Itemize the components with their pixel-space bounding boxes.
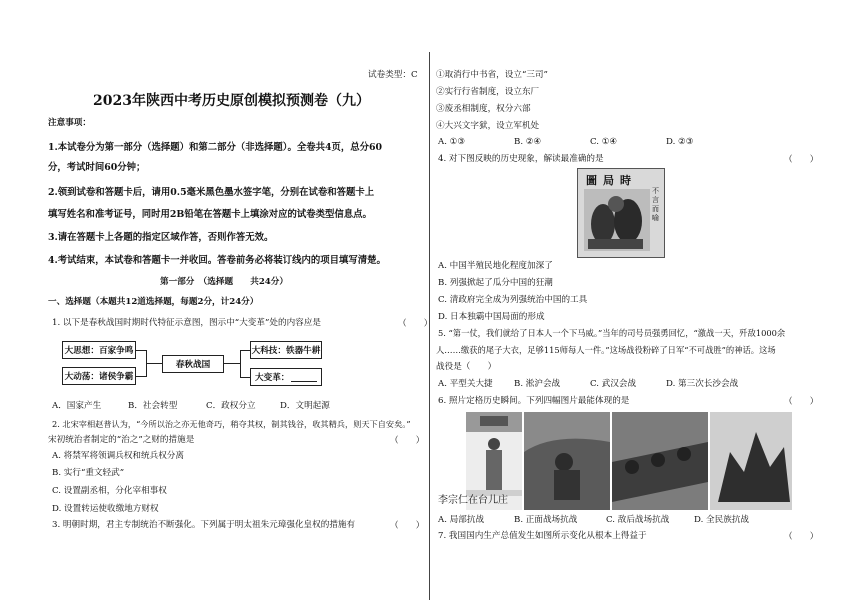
- q6-photo-3: [612, 412, 708, 510]
- q4-option-d[interactable]: D. 日本独霸中国局面的形成: [438, 312, 545, 322]
- q4-option-c[interactable]: C. 清政府完全成为列强统治中国的工具: [438, 295, 588, 305]
- q5-stem-2: 人……缴获的尾子大衣，足够115师每人一件。”这场战役粉碎了日军“不可战胜”的神话。这场: [436, 345, 776, 355]
- q3-stem: 3. 明朝时期，君主专制统治不断强化。下列属于明太祖朱元璋强化皇权的措施有: [52, 520, 356, 530]
- q6-option-c[interactable]: C. 敌后战场抗战: [606, 515, 670, 525]
- diagram-connector: [240, 350, 241, 378]
- note-4: 4.考试结束，本试卷和答题卡一并收回。答卷前务必将装订线内的项目填写清楚。: [48, 255, 386, 266]
- diagram-connector: [240, 377, 250, 378]
- q2-option-d[interactable]: D. 设置转运使收缴地方财权: [52, 504, 159, 514]
- q4-cartoon: [577, 168, 665, 258]
- q2-option-c[interactable]: C. 设置副丞相，分化宰相事权: [52, 486, 167, 496]
- q3-option-d[interactable]: D. ②③: [666, 137, 694, 147]
- q2-answer-paren: （ ）: [390, 436, 425, 446]
- q5-stem-3: 战役是（ ）: [436, 362, 497, 372]
- q5-option-b[interactable]: B. 淞沪会战: [514, 379, 561, 389]
- cartoon-side-text: 不言而喻: [652, 187, 659, 222]
- q3-item-2: ②实行行省制度，设立东厂: [436, 87, 540, 97]
- q3-option-b[interactable]: B. ②④: [514, 137, 542, 147]
- q5-option-c[interactable]: C. 武汉会战: [590, 379, 637, 389]
- q4-option-b[interactable]: B. 列强掀起了瓜分中国的狂潮: [438, 278, 553, 288]
- q6-option-b[interactable]: B. 正面战场抗战: [514, 515, 578, 525]
- q3-answer-paren: （ ）: [390, 521, 425, 531]
- q4-answer-paren: （ ）: [784, 155, 819, 165]
- q1-option-d[interactable]: D．文明起源: [280, 401, 330, 411]
- diagram-connector: [136, 350, 146, 351]
- q1-option-a[interactable]: A．国家产生: [52, 401, 102, 411]
- q1-answer-paren: （ ）: [398, 319, 433, 329]
- section-title: 一、选择题（本题共12道选择题，每题2分，计24分）: [48, 297, 259, 307]
- q6-answer-paren: （ ）: [784, 397, 819, 407]
- q2-stem-1: 2. 北宋宰相赵普认为，“今所以治之亦无他奇巧，稍夺其权，制其钱谷，收其精兵，则天下自安矣。”: [52, 419, 411, 429]
- photo-3-image: [612, 412, 708, 510]
- diagram-box-thought: 大思想：百家争鸣: [62, 341, 136, 359]
- note-3: 3.请在答题卡上各题的指定区域作答，否则作答无效。: [48, 232, 274, 243]
- q4-stem: 4. 对下图反映的历史现象，解读最准确的是: [438, 154, 604, 164]
- exam-type: 试卷类型：C: [368, 70, 418, 80]
- q2-option-b[interactable]: B. 实行“重文轻武”: [52, 468, 125, 478]
- q2-stem-2: 宋初统治者制定的“治之”之财的措施是: [48, 435, 195, 445]
- photo-4-image: [710, 412, 792, 510]
- q7-answer-paren: （ ）: [784, 532, 819, 542]
- q3-option-a[interactable]: A. ①③: [438, 137, 466, 147]
- diagram-connector: [146, 363, 162, 364]
- notes-heading: 注意事项：: [48, 118, 91, 128]
- diagram-reform-label: 大变革：: [255, 373, 290, 383]
- q6-photo-4: [710, 412, 792, 510]
- diagram-connector: [240, 350, 250, 351]
- q6-stem: 6. 照片定格历史瞬间。下列四幅图片最能体现的是: [438, 396, 630, 406]
- q5-option-a[interactable]: A. 平型关大捷: [438, 379, 493, 389]
- diagram-connector: [224, 363, 240, 364]
- diagram-box-turmoil: 大动荡：诸侯争霸: [62, 367, 136, 385]
- q5-option-d[interactable]: D. 第三次长沙会战: [666, 379, 739, 389]
- q6-photo-caption: 李宗仁在台儿庄: [438, 495, 508, 506]
- cartoon-figures: [578, 169, 664, 257]
- q6-option-a[interactable]: A. 局部抗战: [438, 515, 485, 525]
- q3-item-3: ③废丞相制度，权分六部: [436, 104, 531, 114]
- cartoon-title: 圖局時: [586, 174, 637, 187]
- note-2b: 填写姓名和准考证号，同时用2B铅笔在答题卡上填涂对应的试卷类型信息点。: [48, 209, 372, 220]
- exam-title: 2023年陕西中考历史原创模拟预测卷（九）: [93, 93, 370, 109]
- q1-option-c[interactable]: C．政权分立: [206, 401, 256, 411]
- q6-option-d[interactable]: D. 全民族抗战: [694, 515, 750, 525]
- q3-item-1: ①取消行中书省，设立“三司”: [436, 70, 548, 80]
- q2-option-a[interactable]: A. 将禁军将领调兵权和统兵权分离: [52, 451, 184, 461]
- note-2a: 2.领到试卷和答题卡后，请用0.5毫米黑色墨水签字笔，分别在试卷和答题卡上: [48, 187, 375, 198]
- diagram-box-tech: 大科技：铁器牛耕: [250, 341, 322, 359]
- diagram-box-reform: [250, 368, 322, 386]
- q4-option-a[interactable]: A. 中国半殖民地化程度加深了: [438, 261, 553, 271]
- q1-stem: 1. 以下是春秋战国时期时代特征示意图，图示中“大变革”处的内容应是: [52, 318, 321, 328]
- q5-stem-1: 5. “第一仗，我们就给了日本人一个下马威。”当年的司号员强勇回忆，“激战一天，歼敌1000余: [438, 328, 786, 338]
- diagram-connector: [136, 376, 146, 377]
- note-1b: 分，考试时间60分钟；: [48, 162, 146, 173]
- q1-option-b[interactable]: B．社会转型: [128, 401, 178, 411]
- note-1a: 1.本试卷分为第一部分（选择题）和第二部分（非选择题）。全卷共4页，总分60: [48, 142, 383, 153]
- diagram-blank: [291, 372, 317, 382]
- q3-option-c[interactable]: C. ①④: [590, 137, 618, 147]
- diagram-center-box: 春秋战国: [162, 355, 224, 373]
- q3-item-4: ④大兴文字狱，设立军机处: [436, 121, 540, 131]
- part1-title: 第一部分 （选择题 共24分）: [160, 277, 288, 287]
- q6-photo-2: [524, 412, 610, 510]
- photo-2-image: [524, 412, 610, 510]
- q7-stem: 7. 我国国内生产总值发生如图所示变化从根本上得益于: [438, 531, 647, 541]
